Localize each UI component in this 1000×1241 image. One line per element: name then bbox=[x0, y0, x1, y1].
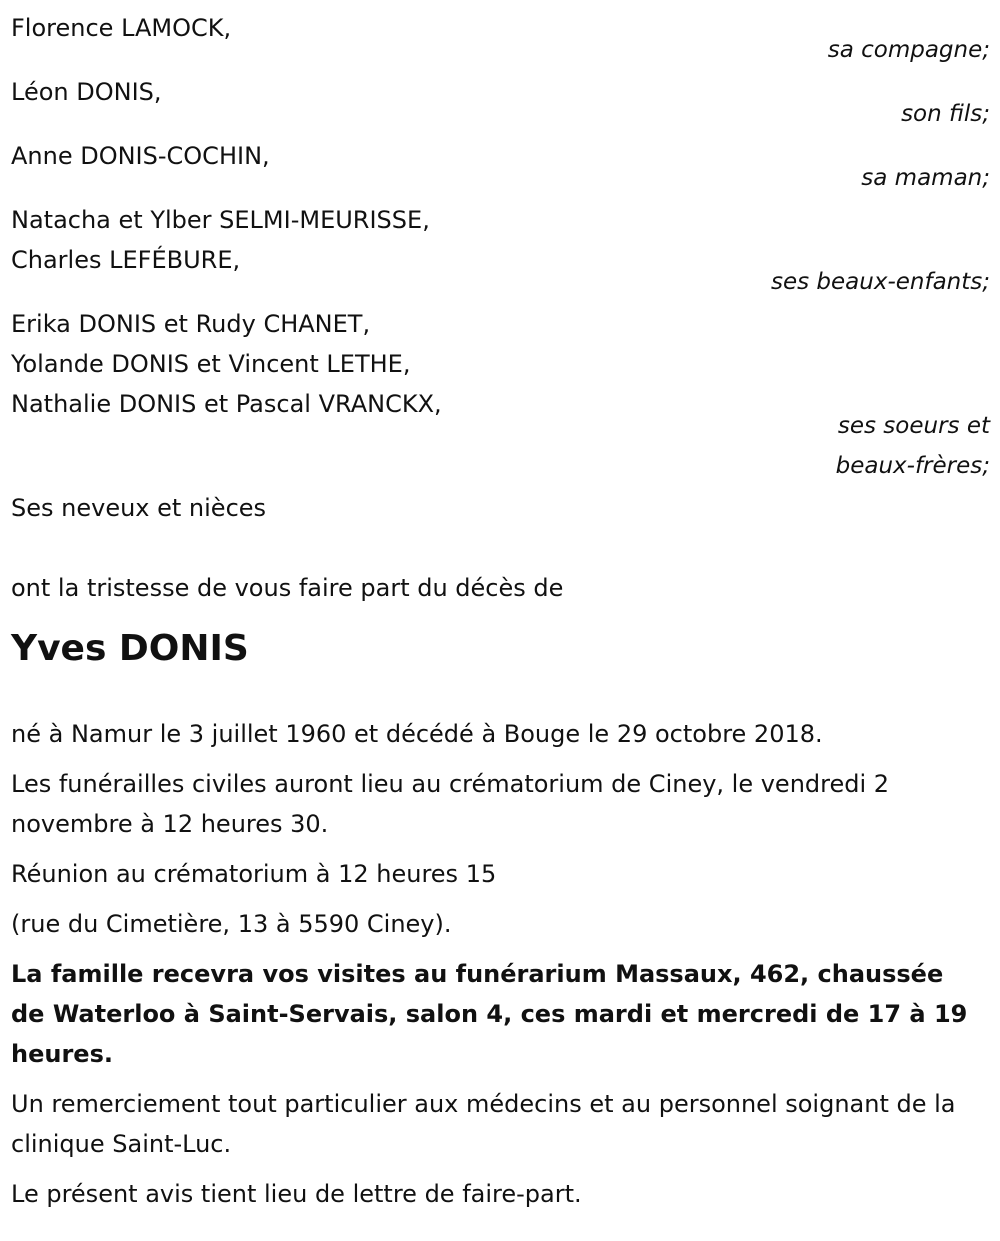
intro-line: ont la tristesse de vous faire part du décès de bbox=[11, 574, 564, 602]
nephews-line: Ses neveux et nièces bbox=[11, 494, 267, 522]
family-role: sa maman; bbox=[861, 165, 990, 191]
family-name: Anne DONIS-COCHIN, bbox=[11, 142, 270, 170]
deceased-name: Yves DONIS bbox=[11, 628, 249, 669]
family-name: Natacha et Ylber SELMI-MEURISSE, bbox=[11, 206, 430, 234]
family-role: ses beaux-enfants; bbox=[770, 269, 990, 295]
family-group-stepchildren bbox=[11, 200, 990, 302]
family-name: Nathalie DONIS et Pascal VRANCKX, bbox=[11, 390, 442, 418]
family-role: ses soeurs et bbox=[837, 413, 990, 439]
family-role: son fils; bbox=[901, 101, 990, 127]
family-name: Charles LEFÉBURE, bbox=[11, 246, 241, 274]
notice-paragraph: Le présent avis tient lieu de lettre de faire-part. bbox=[11, 1180, 582, 1208]
birth-paragraph: né à Namur le 3 juillet 1960 et décédé à Bouge le 29 octobre 2018. bbox=[11, 720, 823, 748]
family-name: Léon DONIS, bbox=[11, 78, 162, 106]
family-group-mother bbox=[11, 136, 990, 198]
funeral-paragraph: Les funérailles civiles auront lieu au crématorium de Ciney, le vendredi 2 novembre à 12 heures 30. bbox=[11, 770, 890, 838]
family-group-siblings bbox=[11, 304, 990, 486]
family-name: Yolande DONIS et Vincent LETHE, bbox=[11, 350, 411, 378]
meeting-paragraph: Réunion au crématorium à 12 heures 15 bbox=[11, 860, 497, 888]
visits-paragraph: La famille recevra vos visites au funérarium Massaux, 462, chaussée de Waterloo à Saint-Servais, salon 4, ces mardi et mercredi de 17 à 19 heures. bbox=[11, 960, 968, 1068]
address-paragraph: (rue du Cimetière, 13 à 5590 Ciney). bbox=[11, 910, 452, 938]
family-role: beaux-frères; bbox=[835, 453, 990, 479]
thanks-paragraph: Un remerciement tout particulier aux médecins et au personnel soignant de la clinique Saint-Luc. bbox=[11, 1090, 956, 1158]
family-name: Florence LAMOCK, bbox=[11, 14, 232, 42]
family-group-partner bbox=[11, 8, 990, 70]
family-group-son bbox=[11, 72, 990, 134]
family-name: Erika DONIS et Rudy CHANET, bbox=[11, 310, 371, 338]
family-role: sa compagne; bbox=[827, 37, 990, 63]
